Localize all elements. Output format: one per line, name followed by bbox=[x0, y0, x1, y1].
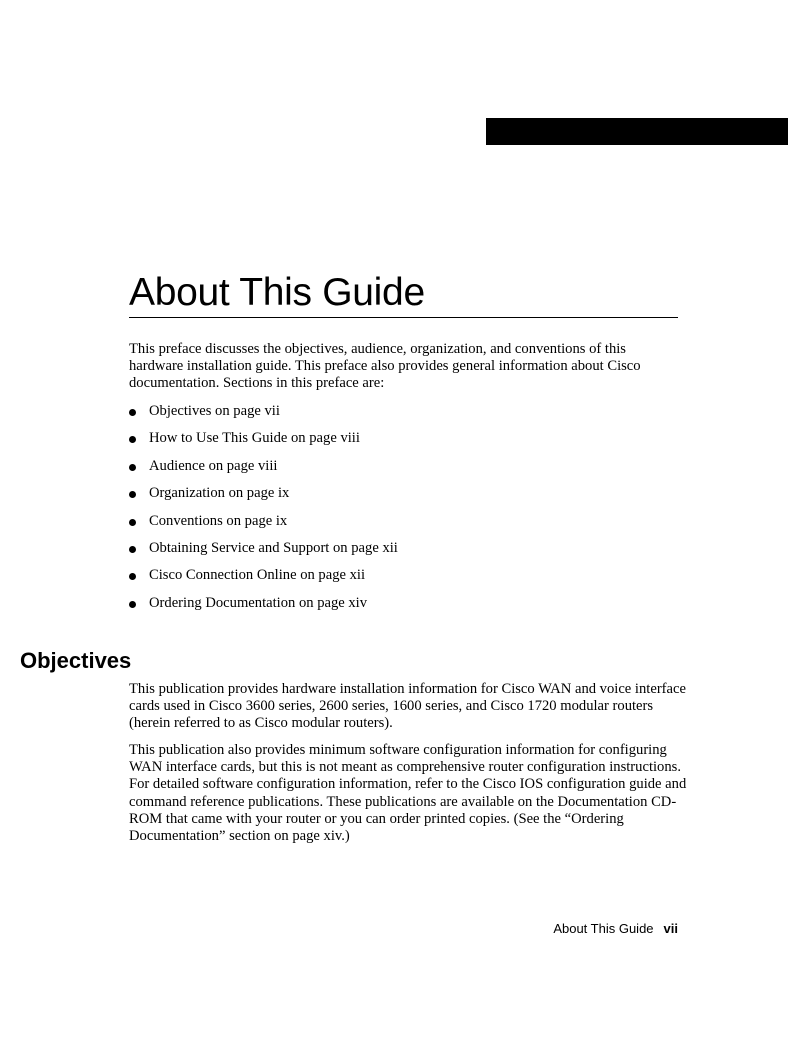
list-item-label: Cisco Connection Online on page xii bbox=[149, 567, 366, 584]
title-divider bbox=[129, 317, 678, 318]
bullet-icon bbox=[129, 573, 136, 580]
intro-paragraph: This preface discusses the objectives, audience, organization, and conventions of this hardware installation guide. This preface also provides general information about Cisco documentation. Sections in this preface are: bbox=[129, 341, 641, 392]
list-item-label: Ordering Documentation on page xiv bbox=[149, 594, 368, 611]
sections-list bbox=[129, 403, 679, 622]
objectives-paragraph-1: This publication provides hardware installation information for Cisco WAN and voice interface cards used in Cisco 3600 series, 2600 series, 1600 series, and Cisco 1720 modular routers (herein referred to as Cisco modular routers). bbox=[129, 681, 686, 732]
list-item[interactable] bbox=[129, 567, 679, 594]
list-item-label: Objectives on page vii bbox=[149, 403, 280, 419]
bullet-icon bbox=[129, 409, 136, 416]
bullet-icon bbox=[129, 491, 136, 498]
list-item[interactable] bbox=[129, 458, 679, 485]
list-item[interactable] bbox=[129, 403, 679, 430]
list-item-label: Organization on page ix bbox=[149, 485, 290, 502]
page-number: vii bbox=[663, 921, 678, 936]
list-item[interactable] bbox=[129, 595, 679, 622]
bullet-icon bbox=[129, 436, 136, 443]
bullet-icon bbox=[129, 519, 136, 526]
list-item[interactable] bbox=[129, 513, 679, 540]
page-footer bbox=[420, 921, 678, 937]
bullet-icon bbox=[129, 546, 136, 553]
list-item-label: Conventions on page ix bbox=[149, 512, 288, 529]
objectives-paragraph-2: This publication also provides minimum software configuration information for configuring WAN interface cards, but this is not meant as comprehensive router configuration instructions. For detailed software configuration information, refer to the Cisco IOS configuration guide and command reference publications. These publications are available on the Documentation CD-ROM that came with your router or you can order printed copies. (See the “Ordering Documentation” section on page xiv.) bbox=[129, 742, 687, 845]
list-item-label: Obtaining Service and Support on page xii bbox=[149, 539, 398, 556]
bullet-icon bbox=[129, 464, 136, 471]
list-item[interactable] bbox=[129, 540, 679, 567]
list-item-label: How to Use This Guide on page viii bbox=[149, 430, 360, 447]
page-title: About This Guide bbox=[129, 271, 425, 314]
list-item[interactable] bbox=[129, 430, 679, 457]
objectives-heading: Objectives bbox=[20, 648, 132, 673]
list-item[interactable] bbox=[129, 485, 679, 512]
list-item-label: Audience on page viii bbox=[149, 457, 278, 474]
bullet-icon bbox=[129, 601, 136, 608]
footer-label: About This Guide bbox=[553, 921, 654, 936]
header-bar bbox=[486, 118, 788, 145]
